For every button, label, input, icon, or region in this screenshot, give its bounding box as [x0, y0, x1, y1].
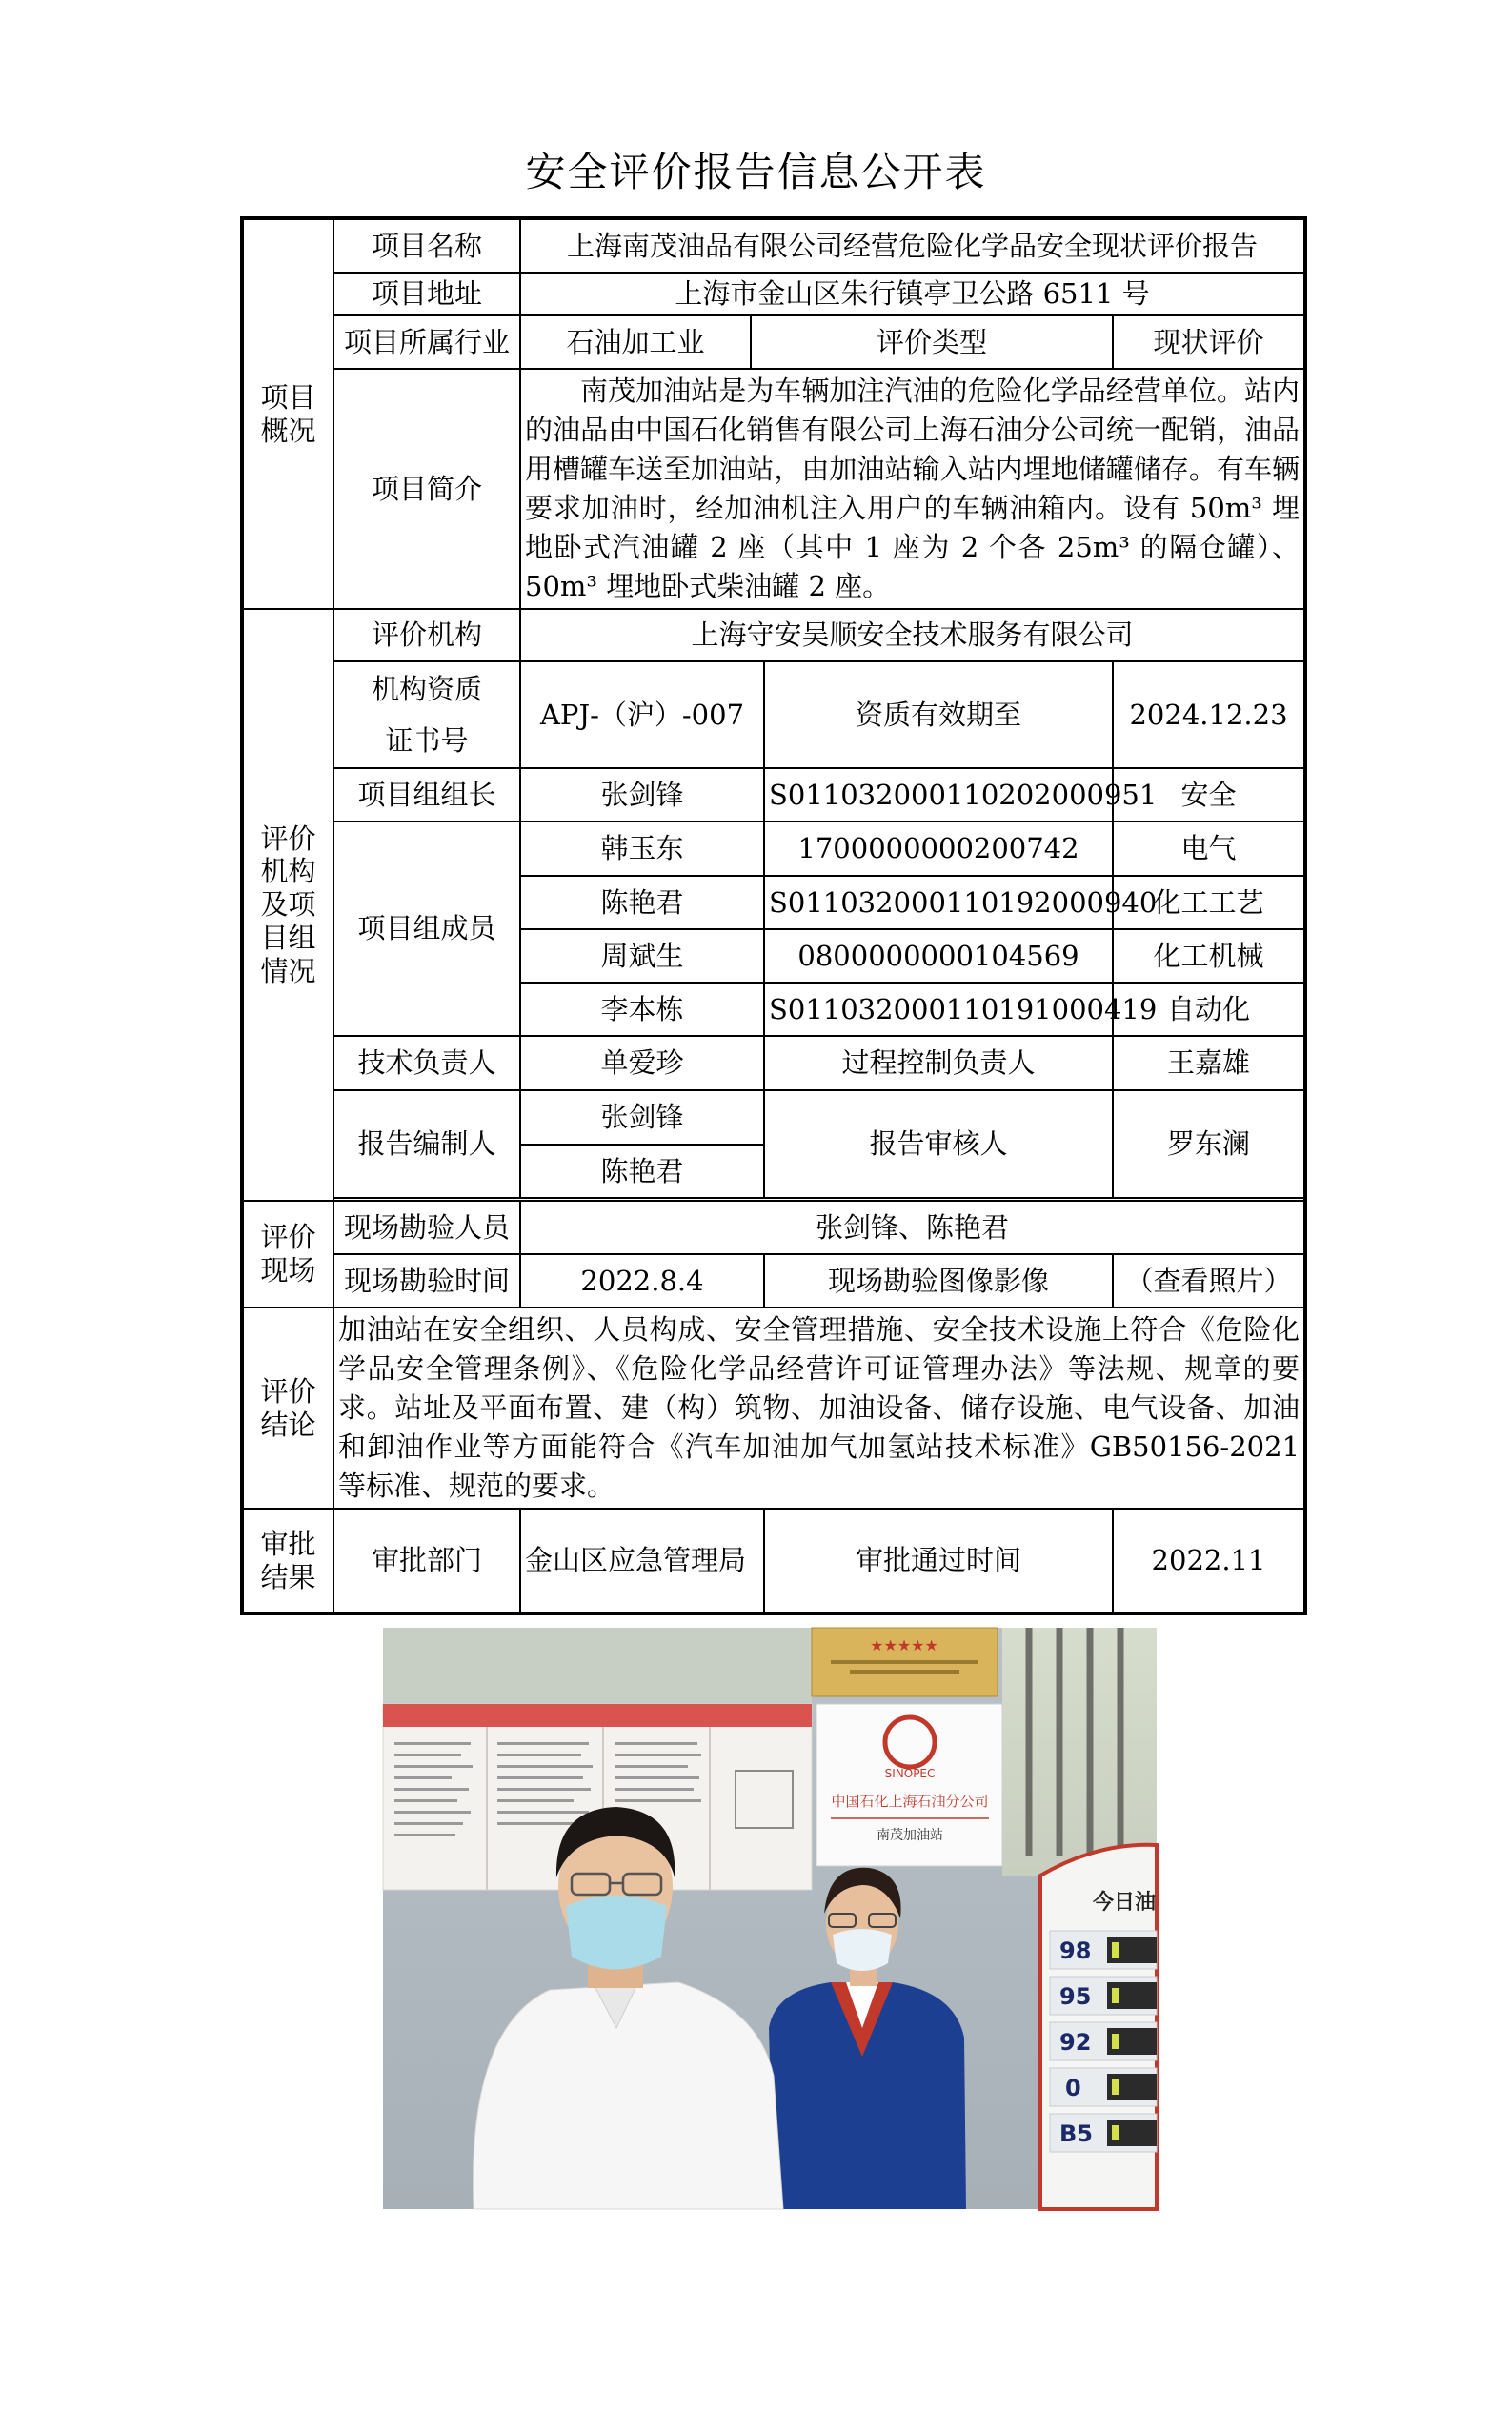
leader-name: 张剑锋: [520, 768, 764, 822]
inspection-image-label: 现场勘验图像影像: [764, 1254, 1113, 1308]
svg-text:★★★★★: ★★★★★: [870, 1636, 938, 1654]
svg-text:92: 92: [1059, 2029, 1092, 2056]
member-name: 韩玉东: [520, 822, 764, 876]
approval-time-label: 审批通过时间: [764, 1509, 1113, 1613]
document-title: 安全评价报告信息公开表: [525, 149, 987, 195]
disclosure-table: [240, 216, 1307, 1615]
svg-text:B5: B5: [1059, 2120, 1093, 2147]
approval-time-value: 2022.11: [1113, 1509, 1305, 1613]
member-field: 自动化: [1113, 983, 1305, 1036]
project-address-value: 上海市金山区朱行镇亭卫公路 6511 号: [520, 273, 1305, 315]
approval-dept-label: 审批部门: [333, 1509, 520, 1613]
agency-label: 评价机构: [333, 609, 520, 661]
view-photo-link[interactable]: （查看照片）: [1113, 1254, 1305, 1308]
member-id: S011032000110191000419: [764, 983, 1113, 1036]
author-name: 陈艳君: [520, 1145, 764, 1198]
member-field: 电气: [1113, 822, 1305, 876]
svg-text:98: 98: [1059, 1937, 1092, 1964]
agency-value: 上海守安吴顺安全技术服务有限公司: [520, 609, 1305, 661]
svg-text:0: 0: [1065, 2075, 1081, 2101]
project-address-label: 项目地址: [333, 273, 520, 315]
industry-label: 项目所属行业: [333, 315, 520, 369]
window: [1002, 1628, 1157, 1876]
inspectors-value: 张剑锋、陈艳君: [520, 1201, 1305, 1254]
leader-id: S011032000110202000951: [764, 768, 1113, 822]
cert-label: 机构资质证书号: [333, 661, 520, 768]
fuel-price-board: [1040, 1845, 1157, 2209]
project-intro-label: 项目简介: [333, 369, 520, 609]
inspection-time-label: 现场勘验时间: [333, 1254, 520, 1308]
members-label: 项目组成员: [333, 822, 520, 1036]
conclusion-text: 加油站在安全组织、人员构成、安全管理措施、安全技术设施上符合《危险化学品安全管理条例》、《危险化学品经营许可证管理办法》等法规、规章的要求。站址及平面布置、建（构）筑物、加油设备、储存设施、电气设备、加油和卸油作业等方面能符合《汽车加油加气加氢站技术标准》GB50156-2021 等标准、规范的要求。: [333, 1308, 1305, 1509]
svg-text:SINOPEC: SINOPEC: [884, 1767, 936, 1780]
section-site-label: 评价现场: [242, 1201, 333, 1308]
inspectors-label: 现场勘验人员: [333, 1201, 520, 1254]
member-field: 化工机械: [1113, 929, 1305, 983]
section-agency-label: 评价机构及项目组情况: [242, 609, 333, 1201]
svg-text:95: 95: [1059, 1983, 1092, 2010]
member-field: 化工工艺: [1113, 876, 1305, 929]
author-name: 张剑锋: [520, 1090, 764, 1145]
inspection-time-value: 2022.8.4: [520, 1254, 764, 1308]
section-conclusion-label: 评价结论: [242, 1308, 333, 1509]
station-sign: [816, 1704, 1002, 1866]
eval-type-label: 评价类型: [750, 316, 1112, 368]
project-name-label: 项目名称: [333, 218, 520, 273]
member-name: 陈艳君: [520, 876, 764, 929]
honor-plaque: [812, 1628, 998, 1696]
approval-dept-value: 金山区应急管理局: [520, 1509, 764, 1613]
section-approval-label: 审批结果: [242, 1509, 333, 1613]
valid-until-value: 2024.12.23: [1113, 661, 1305, 768]
project-intro-value: 南茂加油站是为车辆加注汽油的危险化学品经营单位。站内的油品由中国石化销售有限公司上海石油分公司统一配销，油品用槽罐车送至加油站，由加油站输入站内埋地储罐储存。有车辆要求加油时，经加油机注入用户的车辆油箱内。设有 50m³ 埋地卧式汽油罐 2 座（其中 1 座为 2 个各 25m³ 的隔仓罐）、50m³ 埋地卧式柴油罐 2 座。: [520, 369, 1305, 609]
process-lead-value: 王嘉雄: [1113, 1036, 1305, 1090]
member-name: 周斌生: [520, 929, 764, 983]
tech-lead-value: 单爱珍: [520, 1036, 764, 1090]
member-id: S011032000110192000940: [764, 876, 1113, 929]
member-name: 李本栋: [520, 983, 764, 1036]
leader-label: 项目组组长: [333, 768, 520, 822]
cert-value: APJ-（沪）-007: [520, 661, 764, 768]
site-inspection-photo: [383, 1628, 1157, 2209]
reviewer-label: 报告审核人: [764, 1090, 1113, 1198]
valid-until-label: 资质有效期至: [764, 661, 1113, 768]
svg-text:中国石化上海石油分公司: 中国石化上海石油分公司: [831, 1793, 989, 1810]
svg-text:今日油: 今日油: [1093, 1891, 1157, 1915]
member-id: 1700000000200742: [764, 822, 1113, 876]
project-name-value: 上海南茂油品有限公司经营危险化学品安全现状评价报告: [520, 218, 1305, 273]
industry-value: 石油加工业 评价类型: [520, 315, 1113, 369]
leader-field: 安全: [1113, 768, 1305, 822]
eval-type-value: 现状评价: [1113, 315, 1305, 369]
member-id: 0800000000104569: [764, 929, 1113, 983]
section-overview-label: 项目概况: [242, 218, 333, 609]
svg-text:南茂加油站: 南茂加油站: [877, 1828, 943, 1843]
process-lead-label: 过程控制负责人: [764, 1036, 1113, 1090]
tech-lead-label: 技术负责人: [333, 1036, 520, 1090]
reviewer-value: 罗东澜: [1113, 1090, 1305, 1198]
author-label: 报告编制人: [333, 1090, 520, 1198]
